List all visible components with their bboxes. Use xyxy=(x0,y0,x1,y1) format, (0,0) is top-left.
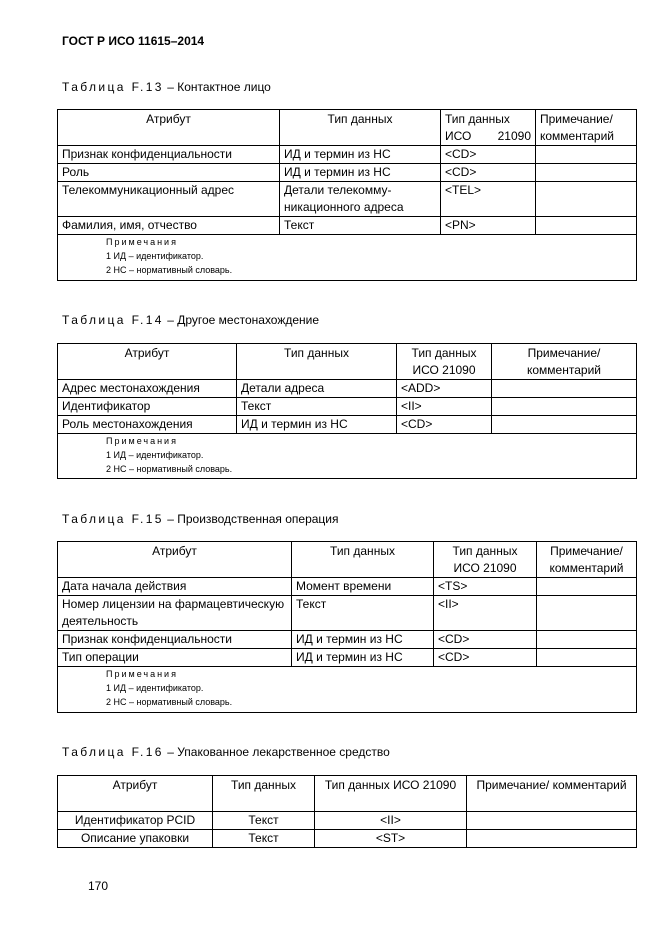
table-cell: Детали телекомму-никационного адреса xyxy=(280,182,441,217)
table-f15 xyxy=(57,541,637,713)
table-cell xyxy=(537,631,637,649)
table-label: Таблица F.15 xyxy=(62,512,164,526)
table-label: Таблица F.13 xyxy=(62,80,164,94)
table-cell: Номер лицензии на фармацевтическую деятельность xyxy=(58,596,292,631)
header-cell: Атрибут xyxy=(58,542,292,578)
table-cell: Фамилия, имя, отчество xyxy=(58,217,280,235)
table-cell: Идентификатор PCID xyxy=(58,812,213,830)
table-header-row xyxy=(58,344,637,380)
note-item: 2 НС – нормативный словарь. xyxy=(106,464,233,474)
table-cell: <CD> xyxy=(397,416,492,434)
notes-row xyxy=(58,434,637,479)
table-cell: Признак конфиденциальности xyxy=(58,631,292,649)
table-cell: <CD> xyxy=(434,649,537,667)
header-cell: Тип данных xyxy=(280,110,441,146)
table-cell: Признак конфиденциальности xyxy=(58,146,280,164)
table-cell: Текст xyxy=(292,596,434,631)
table-cell xyxy=(537,596,637,631)
table-cell: ИД и термин из НС xyxy=(280,164,441,182)
table-cell xyxy=(536,182,637,217)
header-cell: Тип данных xyxy=(213,776,315,812)
note-item: 1 ИД – идентификатор. xyxy=(106,450,204,460)
notes-title: Примечания xyxy=(106,237,178,247)
table-title: – Упакованное лекарственное средство xyxy=(163,745,390,759)
table-cell: Текст xyxy=(213,830,315,848)
table-cell: Текст xyxy=(213,812,315,830)
table-cell xyxy=(467,812,637,830)
table-cell: Тип операции xyxy=(58,649,292,667)
table-title: – Другое местонахождение xyxy=(163,313,320,327)
table-cell: Детали адреса xyxy=(237,380,397,398)
table-cell xyxy=(537,578,637,596)
table-cell: <II> xyxy=(397,398,492,416)
table-cell: <PN> xyxy=(441,217,536,235)
table-cell: Дата начала действия xyxy=(58,578,292,596)
table-row xyxy=(58,398,637,416)
table-cell: <CD> xyxy=(441,146,536,164)
table-cell xyxy=(492,416,637,434)
table-row xyxy=(58,631,637,649)
header-cell: Тип данных ИСО 21090 xyxy=(397,344,492,380)
table-row xyxy=(58,182,637,217)
table-row xyxy=(58,416,637,434)
table-cell xyxy=(492,398,637,416)
notes-cell xyxy=(58,235,637,281)
table-f14 xyxy=(57,343,637,479)
table-row xyxy=(58,649,637,667)
page-number: 170 xyxy=(88,879,109,893)
header-cell: Примечание/ комментарий xyxy=(537,542,637,578)
table-row xyxy=(58,578,637,596)
table-cell: ИД и термин из НС xyxy=(292,649,434,667)
table-cell xyxy=(467,830,637,848)
table-title: – Производственная операция xyxy=(163,512,339,526)
table-cell xyxy=(536,164,637,182)
table-row xyxy=(58,812,637,830)
table-cell: Роль xyxy=(58,164,280,182)
table-header-row xyxy=(58,542,637,578)
table-cell xyxy=(537,649,637,667)
table-cell: Описание упаковки xyxy=(58,830,213,848)
notes-title: Примечания xyxy=(106,669,178,679)
table-cell: <TEL> xyxy=(441,182,536,217)
table-caption xyxy=(62,80,271,94)
table-cell: <CD> xyxy=(441,164,536,182)
notes-title: Примечания xyxy=(106,436,178,446)
table-cell: ИД и термин из НС xyxy=(280,146,441,164)
table-cell: <TS> xyxy=(434,578,537,596)
table-cell: <II> xyxy=(434,596,537,631)
table-f13 xyxy=(57,109,637,281)
table-header-row xyxy=(58,110,637,146)
notes-cell xyxy=(58,667,637,713)
note-item: 2 НС – нормативный словарь. xyxy=(106,265,233,275)
table-row xyxy=(58,146,637,164)
header-cell: Тип данных xyxy=(237,344,397,380)
table-row xyxy=(58,164,637,182)
table-label: Таблица F.16 xyxy=(62,745,164,759)
table-cell: Идентификатор xyxy=(58,398,237,416)
document-header: ГОСТ Р ИСО 11615–2014 xyxy=(62,34,205,48)
table-cell: ИД и термин из НС xyxy=(237,416,397,434)
table-cell: Текст xyxy=(237,398,397,416)
notes-row xyxy=(58,235,637,281)
note-item: 2 НС – нормативный словарь. xyxy=(106,697,233,707)
table-cell xyxy=(536,146,637,164)
table-row xyxy=(58,596,637,631)
header-cell: Тип данных ИСО 21090 xyxy=(315,776,467,812)
table-row xyxy=(58,380,637,398)
table-cell xyxy=(536,217,637,235)
table-cell: <ADD> xyxy=(397,380,492,398)
header-cell: Тип данных xyxy=(292,542,434,578)
table-cell: Адрес местонахождения xyxy=(58,380,237,398)
table-label: Таблица F.14 xyxy=(62,313,164,327)
table-cell: <II> xyxy=(315,812,467,830)
table-cell: Телекоммуникационный адрес xyxy=(58,182,280,217)
notes-cell xyxy=(58,434,637,479)
table-f16 xyxy=(57,775,637,848)
table-cell: Текст xyxy=(280,217,441,235)
table-caption xyxy=(62,313,319,327)
header-cell: Атрибут xyxy=(58,344,237,380)
header-cell: Примечание/ комментарий xyxy=(467,776,637,812)
header-cell: Примечание/ комментарий xyxy=(492,344,637,380)
table-cell: Момент времени xyxy=(292,578,434,596)
table-row xyxy=(58,217,637,235)
table-cell: ИД и термин из НС xyxy=(292,631,434,649)
header-cell: Атрибут xyxy=(58,110,280,146)
table-cell: Роль местонахождения xyxy=(58,416,237,434)
note-item: 1 ИД – идентификатор. xyxy=(106,683,204,693)
header-cell: Атрибут xyxy=(58,776,213,812)
header-cell: Тип данных ИСО 21090 xyxy=(434,542,537,578)
table-header-row xyxy=(58,776,637,812)
table-cell: <ST> xyxy=(315,830,467,848)
table-row xyxy=(58,830,637,848)
header-cell: Тип данных ИСО 21090 xyxy=(441,110,536,146)
table-caption xyxy=(62,745,390,759)
table-caption xyxy=(62,512,338,526)
note-item: 1 ИД – идентификатор. xyxy=(106,251,204,261)
table-title: – Контактное лицо xyxy=(163,80,271,94)
table-cell: <CD> xyxy=(434,631,537,649)
notes-row xyxy=(58,667,637,713)
header-cell: Примечание/ комментарий xyxy=(536,110,637,146)
table-cell xyxy=(492,380,637,398)
